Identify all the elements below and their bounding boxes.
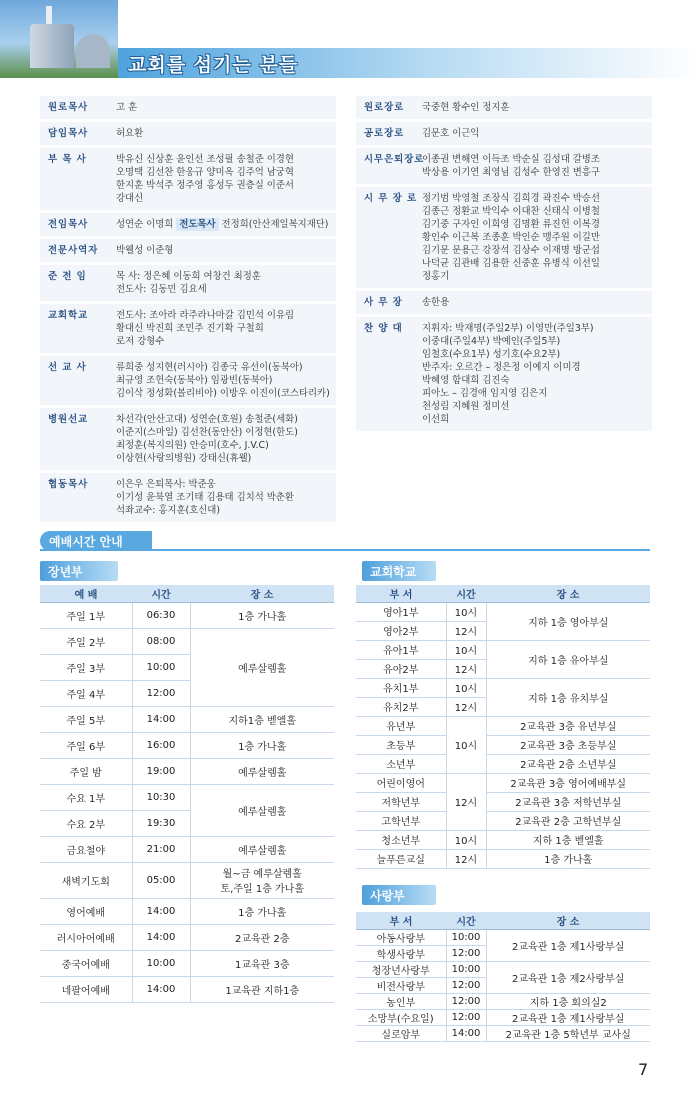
staff-label: 병원선교: [48, 414, 89, 425]
time-cell: 14:00: [132, 924, 190, 950]
time-cell: 10시: [446, 602, 486, 621]
place-cell: 지하 1층 유아부실: [486, 640, 650, 678]
dept-cell: 초등부: [356, 735, 446, 754]
school-tab-title: 교회학교: [362, 561, 436, 581]
dept-cell: 아동사랑부: [356, 929, 446, 945]
place-cell: 2교육관 1층 제1사랑부실: [486, 929, 650, 961]
staff-names-text: 목 사: 정은혜 이동희 여창건 최정훈 전도사: 김동민 김요세: [116, 271, 261, 295]
staff-label: 협동목사: [48, 479, 89, 490]
dept-cell: 고학년부: [356, 811, 446, 830]
column-header: 장 소: [486, 912, 650, 929]
staff-names: [418, 317, 598, 431]
service-cell: 수요 2부: [40, 810, 132, 836]
staff-label: 전문사역자: [48, 245, 99, 256]
dept-cell: 유아1부: [356, 640, 446, 659]
time-cell: 10시: [446, 830, 486, 849]
table-row: [356, 792, 650, 811]
service-cell: 중국어예배: [40, 950, 132, 976]
table-row: [40, 976, 334, 1002]
column-header: 시간: [446, 585, 486, 602]
dept-cell: 저학년부: [356, 792, 446, 811]
column-header: 시간: [446, 912, 486, 929]
time-cell: 10시: [446, 678, 486, 697]
staff-names: [418, 148, 604, 184]
staff-row: [40, 96, 336, 119]
service-cell: 수요 1부: [40, 784, 132, 810]
staff-row: [356, 148, 652, 184]
time-cell: 14:00: [132, 976, 190, 1002]
time-cell: 19:00: [132, 758, 190, 784]
staff-label: 시 무 장 로: [364, 193, 418, 204]
page-number: 7: [638, 1060, 649, 1079]
staff-names-text: 국중현 황수인 정지훈: [422, 102, 510, 113]
service-cell: 주일 밤: [40, 758, 132, 784]
staff-label: 공로장로: [364, 128, 405, 139]
time-cell: 12:00: [446, 977, 486, 993]
staff-names: [418, 122, 483, 145]
time-cell: 12:00: [132, 680, 190, 706]
place-cell: 2교육관 2층 고학년부실: [486, 811, 650, 830]
staff-names-text: 박유신 신상훈 윤인선 조성필 송철준 이경현 오명택 김선찬 한웅규 양미옥 김주억 남궁혁 한지훈 박석주 정주영 홍성두 권층실 이준서 강대신: [116, 154, 294, 204]
place-cell: 지하 1층 회의실2: [486, 993, 650, 1009]
service-cell: 주일 6부: [40, 732, 132, 758]
table-row: [356, 735, 650, 754]
staff-names: [418, 187, 604, 288]
staff-names: [112, 356, 334, 405]
page-header: [0, 0, 700, 78]
time-cell: 05:00: [132, 862, 190, 898]
staff-names-text: 이은우 은퇴목사: 박준웅 이기성 윤북열 조기태 김용태 김치석 박춘환 석좌교수: 홍지훈(호신대): [116, 479, 294, 516]
building-shape: [30, 24, 74, 68]
time-cell: 12:00: [446, 1009, 486, 1025]
place-cell: 2교육관 1층 제1사랑부실: [486, 1009, 650, 1025]
staff-names: [418, 291, 453, 314]
staff-label: 담임목사: [48, 128, 89, 139]
staff-row: [40, 239, 336, 262]
staff-label: 원로장로: [364, 102, 405, 113]
time-cell: 10:00: [132, 654, 190, 680]
table-row: [40, 732, 334, 758]
place-cell: 2교육관 3층 영어예배부실: [486, 773, 650, 792]
staff-label: 원로목사: [48, 102, 89, 113]
dept-cell: 소망부(수요일): [356, 1009, 446, 1025]
column-header: 시간: [132, 585, 190, 602]
table-row: [356, 993, 650, 1009]
dept-cell: 유아2부: [356, 659, 446, 678]
dept-cell: 유치1부: [356, 678, 446, 697]
column-header: 부 서: [356, 585, 446, 602]
table-row: [40, 836, 334, 862]
table-row: [356, 1009, 650, 1025]
dept-cell: 학생사랑부: [356, 945, 446, 961]
table-row: [356, 716, 650, 735]
time-cell: 16:00: [132, 732, 190, 758]
staff-names: [112, 265, 265, 301]
table-row: [356, 773, 650, 792]
staff-names-text: 송한용: [422, 297, 450, 308]
place-cell: 지하 1층 영아부실: [486, 602, 650, 640]
staff-label: 교회학교: [48, 310, 89, 321]
column-header: 예 배: [40, 585, 132, 602]
staff-label: 부 목 사: [48, 154, 87, 165]
staff-names: [112, 304, 298, 353]
table-row: [40, 950, 334, 976]
time-cell: 12시: [446, 773, 486, 830]
place-cell: 2교육관 3층 유년부실: [486, 716, 650, 735]
time-cell: 10시: [446, 716, 486, 773]
staff-names-text: 정기범 박영철 조장식 김희경 곽진수 박승선 김종근 정환교 박익수 이대찬 신태식 이병철 김기중 구자인 이희영 김명환 류진헌 이복경 황인수 이근복 조종훈 박인순 맹주원 이길만 김기문 문용근 강장석 김상수 이재명 방군섭 나덕균 김관배 김용한 신중훈 유병식 이선일 정홍기: [422, 193, 600, 282]
staff-names-text: 차선각(안산고대) 성연순(호원) 송철준(세화) 이준지(스마일) 김선찬(동안산) 이정현(한도) 최정훈(복지의원) 안승미(호수, J.V.C) 이상현(사랑의병원) 강태신(휴웰): [116, 414, 298, 464]
staff-names-text: 류희중 성지현(러시아) 김종국 유선이(동북아) 최규영 조헌숙(동북아) 임광빈(동북아) 김이삭 정성화(볼리비아) 이방우 이진이(코스타리카): [116, 362, 330, 399]
dept-cell: 유년부: [356, 716, 446, 735]
service-cell: 주일 5부: [40, 706, 132, 732]
place-cell: 1층 가나홀: [190, 602, 334, 628]
time-cell: 10시: [446, 640, 486, 659]
staff-row: [40, 473, 336, 522]
dept-cell: 유치2부: [356, 697, 446, 716]
staff-row: [356, 291, 652, 314]
table-row: [40, 706, 334, 732]
place-cell: 지하 1층 유치부실: [486, 678, 650, 716]
staff-names: [112, 148, 298, 210]
service-cell: 주일 4부: [40, 680, 132, 706]
dome-shape: [76, 34, 110, 68]
staff-row: [40, 122, 336, 145]
place-cell: 2교육관 1층 제2사랑부실: [486, 961, 650, 993]
staff-names-text: 지휘자: 박재명(주일2부) 이영만(주일3부) 이중대(주일4부) 박예인(주일5부) 임철호(수요1부) 성기호(수요2부) 반주자: 오르간 – 정은정 이예지 이미경 박혜영 함대희 김진숙 피아노 – 김경애 임지영 김은지 천성림 지혜원 정미선 이선희: [422, 323, 594, 425]
table-row: [356, 754, 650, 773]
dept-cell: 청소년부: [356, 830, 446, 849]
time-cell: 19:30: [132, 810, 190, 836]
staff-names: [112, 239, 177, 262]
table-row: [40, 628, 334, 654]
place-cell: 1층 가나홀: [486, 849, 650, 868]
time-cell: 21:00: [132, 836, 190, 862]
dept-cell: 영아1부: [356, 602, 446, 621]
place-cell: 2교육관 2층: [190, 924, 334, 950]
place-cell: 예루살렘홀: [190, 836, 334, 862]
staff-label: 찬 양 대: [364, 323, 403, 334]
time-cell: 12시: [446, 621, 486, 640]
adult-tab-title: 장년부: [40, 561, 118, 581]
dept-cell: 농인부: [356, 993, 446, 1009]
service-cell: 주일 1부: [40, 602, 132, 628]
staff-label: 전임목사: [48, 219, 89, 230]
staff-row: [40, 265, 336, 301]
love-tab-title: 사랑부: [362, 885, 436, 905]
spire-shape: [46, 6, 52, 26]
staff-names: [418, 96, 513, 119]
column-header: 부 서: [356, 912, 446, 929]
time-cell: 06:30: [132, 602, 190, 628]
dept-cell: 늘푸른교실: [356, 849, 446, 868]
place-cell: 예루살렘홀: [190, 628, 334, 706]
table-row: [40, 758, 334, 784]
place-cell: 2교육관 3층 초등부실: [486, 735, 650, 754]
dept-cell: 청장년사랑부: [356, 961, 446, 977]
staff-row: [356, 122, 652, 145]
staff-label: 시무은퇴장로: [364, 154, 425, 165]
table-row: [40, 898, 334, 924]
place-cell: 1층 가나홀: [190, 898, 334, 924]
dept-cell: 소년부: [356, 754, 446, 773]
staff-names: [112, 122, 147, 145]
place-cell: 1교육관 3층: [190, 950, 334, 976]
table-row: [356, 849, 650, 868]
column-header: 장 소: [486, 585, 650, 602]
table-row: [40, 784, 334, 810]
staff-label: 선 교 사: [48, 362, 87, 373]
service-cell: 금요철야: [40, 836, 132, 862]
time-cell: 12시: [446, 659, 486, 678]
table-row: [356, 640, 650, 659]
staff-names-text: 박웰성 이준형: [116, 245, 174, 256]
school-schedule-table: [356, 585, 650, 869]
table-row: [40, 924, 334, 950]
time-cell: 12:00: [446, 993, 486, 1009]
staff-names-text: 전정희(안산제일복지재단): [218, 219, 329, 230]
table-row: [356, 830, 650, 849]
section-title: 예배시간 안내: [40, 531, 152, 551]
time-cell: 14:00: [446, 1025, 486, 1041]
page-title: 교회를 섬기는 분들: [128, 54, 299, 76]
place-cell: 예루살렘홀: [190, 758, 334, 784]
section-divider: [40, 549, 650, 551]
staff-names-text: 전도사: 조아라 라주라나마갈 김민석 이유림 황대신 박진희 조민주 진기확 구철희 로저 강형수: [116, 310, 295, 347]
place-cell: 2교육관 1층 5학년부 교사실: [486, 1025, 650, 1041]
table-row: [356, 602, 650, 621]
place-cell: 1교육관 지하1층: [190, 976, 334, 1002]
dept-cell: 실로암부: [356, 1025, 446, 1041]
service-cell: 새벽기도회: [40, 862, 132, 898]
service-cell: 네팔어예배: [40, 976, 132, 1002]
staff-names-text: 성연순 이명희: [116, 219, 174, 230]
time-cell: 14:00: [132, 706, 190, 732]
staff-names: [112, 473, 298, 522]
table-row: [40, 602, 334, 628]
staff-row: [356, 96, 652, 119]
right-staff-list: [356, 96, 652, 434]
dept-cell: 비전사랑부: [356, 977, 446, 993]
table-row: [40, 862, 334, 898]
place-cell: 지하 1층 벧엘홀: [486, 830, 650, 849]
time-cell: 14:00: [132, 898, 190, 924]
staff-names: [112, 96, 141, 119]
time-cell: 12:00: [446, 945, 486, 961]
time-cell: 10:00: [446, 961, 486, 977]
staff-names: [112, 408, 302, 470]
place-cell: 월~금 예루살렘홀 토,주일 1층 가나홀: [190, 862, 334, 898]
table-row: [356, 961, 650, 977]
place-cell: 1층 가나홀: [190, 732, 334, 758]
staff-row: [356, 187, 652, 288]
adult-schedule-table: [40, 585, 334, 1003]
staff-row: [40, 213, 336, 236]
time-cell: 12시: [446, 849, 486, 868]
staff-row: [356, 317, 652, 431]
staff-label: 준 전 임: [48, 271, 87, 282]
table-row: [356, 811, 650, 830]
place-cell: 2교육관 2층 소년부실: [486, 754, 650, 773]
staff-names: [112, 213, 332, 236]
left-staff-list: [40, 96, 336, 525]
dept-cell: 영아2부: [356, 621, 446, 640]
table-row: [356, 929, 650, 945]
time-cell: 08:00: [132, 628, 190, 654]
staff-names-text: 허요환: [116, 128, 144, 139]
time-cell: 12시: [446, 697, 486, 716]
service-cell: 영어예배: [40, 898, 132, 924]
service-cell: 러시아어예배: [40, 924, 132, 950]
staff-sublabel: 전도목사: [176, 218, 218, 231]
table-row: [356, 1025, 650, 1041]
time-cell: 10:00: [446, 929, 486, 945]
staff-row: [40, 408, 336, 470]
column-header: 장 소: [190, 585, 334, 602]
service-cell: 주일 3부: [40, 654, 132, 680]
staff-label: 사 무 장: [364, 297, 403, 308]
staff-names-text: 이종권 변해연 이득조 박순실 김성대 갈병조 박상용 이기연 최영님 김성수 한영진 변흥구: [422, 154, 600, 178]
staff-row: [40, 304, 336, 353]
place-cell: 2교육관 3층 저학년부실: [486, 792, 650, 811]
place-cell: 예루살렘홀: [190, 784, 334, 836]
love-schedule-table: [356, 912, 650, 1042]
time-cell: 10:30: [132, 784, 190, 810]
table-row: [356, 678, 650, 697]
time-cell: 10:00: [132, 950, 190, 976]
staff-names-text: 김문호 이근익: [422, 128, 480, 139]
staff-row: [40, 148, 336, 210]
dept-cell: 어린이영어: [356, 773, 446, 792]
place-cell: 지하1층 벧엘홀: [190, 706, 334, 732]
staff-names-text: 고 훈: [116, 102, 138, 113]
church-photo: [0, 0, 118, 78]
staff-row: [40, 356, 336, 405]
service-cell: 주일 2부: [40, 628, 132, 654]
